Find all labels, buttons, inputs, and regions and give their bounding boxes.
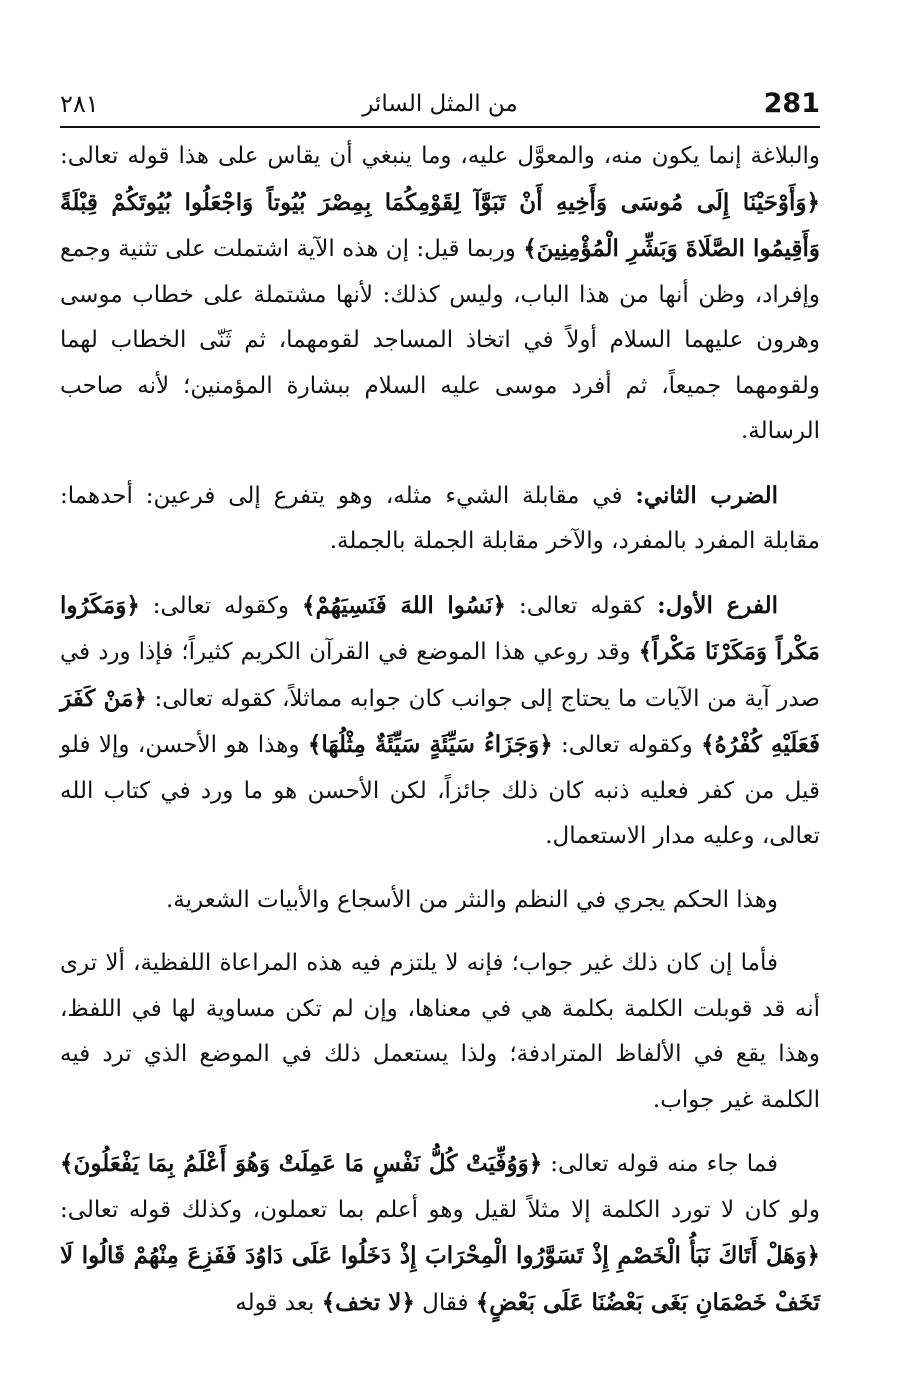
text-run: في مقابلة الشيء مثله، وهو يتفرع إلى فرعين: أحدهما: مقابلة المفرد بالمفرد، والآخر مقابلة الجملة بالجملة. [60, 482, 820, 554]
section-lead: الضرب الثاني: [635, 481, 778, 509]
text-run: كقوله تعالى: [506, 592, 658, 619]
text-run: وربما قيل: إن هذه الآية اشتملت على تثنية وجمع وإفراد، وظن أنها من هذا الباب، وليس كذلك: لأنها مشتملة على خطاب موسى وهرون عليهما السلام أولاً في اتخاذ المساجد لقومهما، ثم ثَنّى الخطاب لهما ولقومهما جميعاً، ثم أفرد موسى عليه السلام ببشارة المؤمنين؛ لأنه صاحب الرسالة. [60, 236, 820, 444]
quran-verse: ﴿مَنْ كَفَرَ فَعَلَيْهِ كُفْرُهُ﴾ [60, 684, 821, 758]
text-run: فما جاء منه قوله تعالى: [542, 1151, 778, 1177]
paragraph [60, 583, 820, 860]
quran-verse: ﴿وَأَوْحَيْنَا إِلَى مُوسَى وَأَخِيهِ أَنْ تَبَوَّآ لِقَوْمِكُمَا بِمِصْرَ بُيُوتاً وَاجْعَلُوا بُيُوتَكُمْ قِبْلَةً وَأَقِيمُوا الصَّلَاةَ وَبَشِّرِ الْمُؤْمِنِينَ﴾ [60, 188, 820, 262]
text-run: فأما إن كان ذلك غير جواب؛ فإنه لا يلتزم فيه هذه المراعاة اللفظية، ألا ترى أنه قد قوبلت الكلمة بكلمة هي في معناها، وإن لم تكن مساوية لها في اللفظ، وهذا يقع في الألفاظ المترادفة؛ ولذا يستعمل ذلك في الموضع الذي ترد فيه الكلمة غير جواب. [60, 950, 820, 1113]
text-run: بعد قوله [235, 1289, 322, 1316]
paragraph [60, 473, 820, 565]
text-run: وهذا هو الأحسن، وإلا فلو قيل من كفر فعليه ذنبه كان ذلك جائزاً، لكن الأحسن هو ما ورد في كتاب الله تعالى، وعليه مدار الاستعمال. [60, 732, 820, 849]
quran-verse: ﴿لا تخف﴾ [321, 1288, 415, 1316]
text-run: وهذا الحكم يجري في النظم والنثر من الأسجاع والأبيات الشعرية. [166, 886, 778, 913]
page-number-arabic: ٢٨١ [60, 90, 99, 118]
text-run: فقال [414, 1289, 476, 1316]
text-run: وقد روعي هذا الموضع في القرآن الكريم كثيراً؛ فإذا ورد في صدر آية من الآيات ما يحتاج إلى جوانب كان جوابه مماثلاً، كقوله تعالى: [60, 639, 820, 712]
page-number-latin: 281 [763, 88, 820, 119]
running-title: من المثل السائر [362, 91, 518, 117]
page-body [60, 134, 820, 1344]
quran-verse: ﴿وَوُفِّيَتْ كُلُّ نَفْسٍ مَا عَمِلَتْ وَهُوَ أَعْلَمُ بِمَا يَفْعَلُونَ﴾ [60, 1150, 543, 1177]
paragraph [60, 878, 820, 924]
quran-verse: ﴿وَهَلْ أَتَاكَ نَبَأُ الْخَصْمِ إِذْ تَسَوَّرُوا الْمِحْرَابَ إِذْ دَخَلُوا عَلَى دَاوُدَ فَفَزِعَ مِنْهُمْ قَالُوا لَا تَخَفْ خَصْمَانِ بَغَى بَعْضُنَا عَلَى بَعْضٍ﴾ [60, 1242, 820, 1316]
quran-verse: ﴿وَمَكَرُوا مَكْراً وَمَكَرْنَا مَكْراً﴾ [60, 591, 820, 665]
text-run: وكقوله تعالى: [139, 592, 302, 619]
text-run: والبلاغة إنما يكون منه، والمعوَّل عليه، وما ينبغي أن يقاس على هذا قوله تعالى: [60, 143, 820, 169]
paragraph [60, 1141, 820, 1326]
section-lead: الفرع الأول: [657, 591, 778, 619]
quran-verse: ﴿نَسُوا اللهَ فَنَسِيَهُمْ﴾ [301, 591, 507, 619]
header-rule [60, 126, 820, 128]
paragraph [60, 134, 820, 455]
page-header [60, 88, 820, 128]
quran-verse: ﴿وَجَزَاءُ سَيِّئَةٍ سَيِّئَةٌ مِثْلُهَا﴾ [307, 731, 553, 758]
text-run: وكقوله تعالى: [552, 732, 702, 758]
text-run: ولو كان لا تورد الكلمة إلا مثلاً لقيل وهو أعلم بما تعملون، وكذلك قوله تعالى: [60, 1196, 820, 1223]
paragraph [60, 941, 820, 1123]
